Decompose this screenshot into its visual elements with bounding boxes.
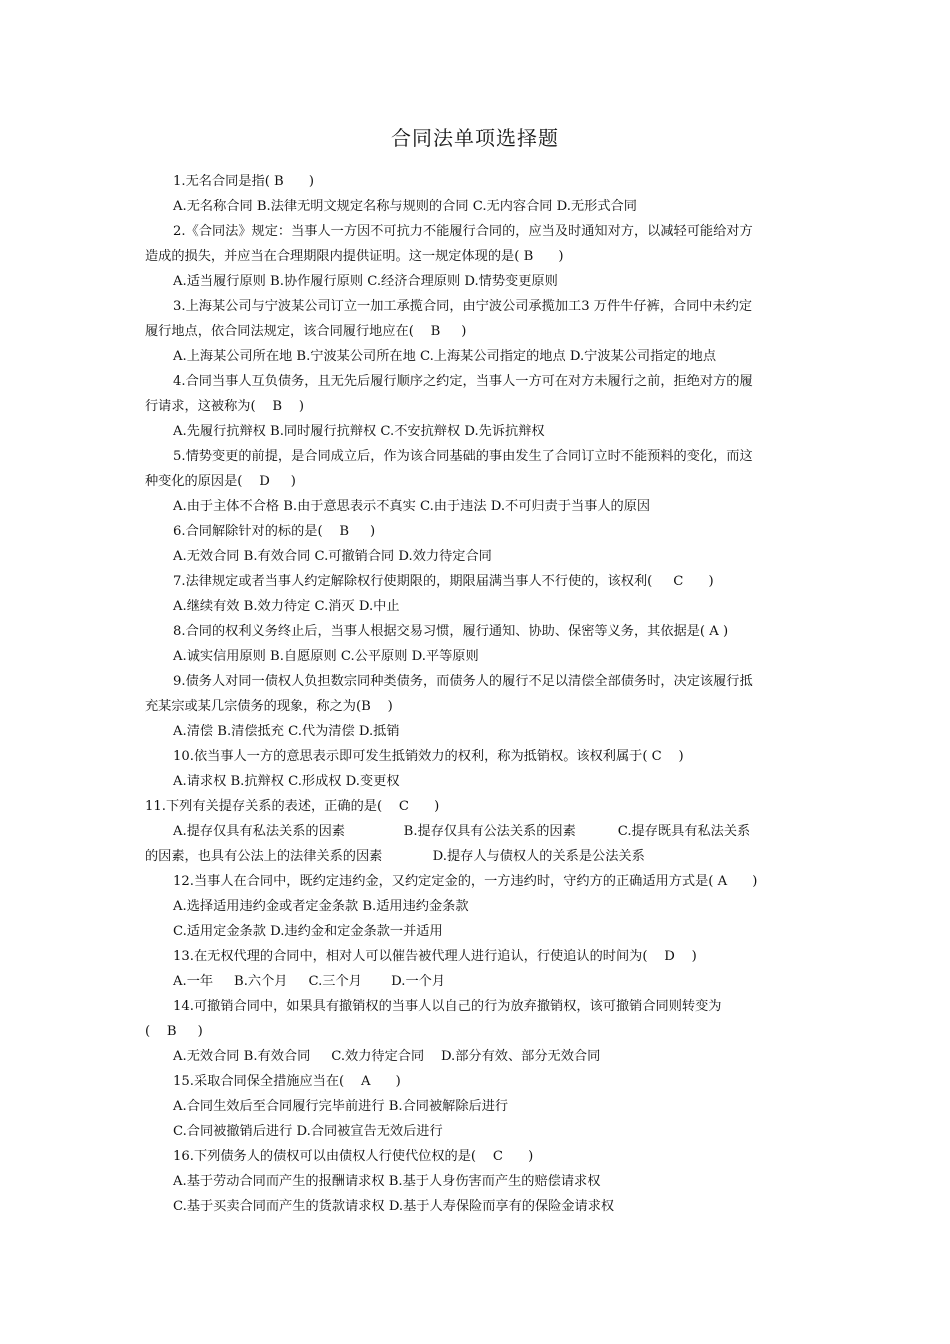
- text-line: 6.合同解除针对的标的是( B ): [173, 524, 376, 539]
- text-line: 12.当事人在合同中，既约定违约金，又约定定金的，一方违约时，守约方的正确适用方式是( A ): [173, 874, 758, 889]
- text-line: 7.法律规定或者当事人约定解除权行使期限的，期限届满当事人不行使的，该权利( C ): [173, 574, 714, 589]
- text-line: 10.依当事人一方的意思表示即可发生抵销效力的权利，称为抵销权。该权利属于( C ): [173, 749, 684, 764]
- text-line: C.基于买卖合同而产生的货款请求权 D.基于人寿保险而享有的保险金请求权: [173, 1199, 615, 1214]
- text-line: 种变化的原因是( D ): [145, 474, 296, 489]
- text-line: A.适当履行原则 B.协作履行原则 C.经济合理原则 D.情势变更原则: [173, 274, 558, 289]
- text-line: 履行地点，依合同法规定，该合同履行地应在( B ): [145, 324, 467, 339]
- text-line: 的因素，也具有公法上的法律关系的因素 D.提存人与债权人的关系是公法关系: [145, 849, 645, 864]
- text-line: 15.采取合同保全措施应当在( A ): [173, 1074, 401, 1089]
- text-line: 9.债务人对同一债权人负担数宗同种类债务，而债务人的履行不足以清偿全部债务时，决定该履行抵: [173, 674, 753, 689]
- text-line: A.清偿 B.清偿抵充 C.代为清偿 D.抵销: [173, 724, 400, 739]
- text-line: A.请求权 B.抗辩权 C.形成权 D.变更权: [173, 774, 400, 789]
- text-line: A.合同生效后至合同履行完毕前进行 B.合同被解除后进行: [173, 1099, 509, 1114]
- text-line: 4.合同当事人互负债务，且无先后履行顺序之约定，当事人一方可在对方未履行之前，拒绝对方的履: [173, 374, 753, 389]
- text-line: A.先履行抗辩权 B.同时履行抗辩权 C.不安抗辩权 D.先诉抗辩权: [173, 424, 545, 439]
- text-line: 11.下列有关提存关系的表述，正确的是( C ): [145, 799, 440, 814]
- text-line: A.诚实信用原则 B.自愿原则 C.公平原则 D.平等原则: [173, 649, 479, 664]
- text-line: A.由于主体不合格 B.由于意思表示不真实 C.由于违法 D.不可归责于当事人的原因: [173, 499, 651, 514]
- text-line: A.无效合同 B.有效合同 C.可撤销合同 D.效力待定合同: [173, 549, 492, 564]
- text-line: A.一年 B.六个月 C.三个月 D.一个月: [173, 974, 446, 989]
- text-line: 3.上海某公司与宁波某公司订立一加工承揽合同，由宁波公司承揽加工3 万件牛仔裤，合同中未约定: [173, 299, 753, 314]
- text-line: 行请求，这被称为( B ): [145, 399, 305, 414]
- text-line: C.适用定金条款 D.违约金和定金条款一并适用: [173, 924, 443, 939]
- text-line: 13.在无权代理的合同中，相对人可以催告被代理人进行追认，行使追认的时间为( D ): [173, 949, 697, 964]
- text-line: A.无名称合同 B.法律无明文规定名称与规则的合同 C.无内容合同 D.无形式合同: [173, 199, 637, 214]
- text-line: 14.可撤销合同中，如果具有撤销权的当事人以自己的行为放弃撤销权，该可撤销合同则转变为: [173, 999, 722, 1014]
- text-line: A.继续有效 B.效力待定 C.消灭 D.中止: [173, 599, 400, 614]
- text-line: C.合同被撤销后进行 D.合同被宣告无效后进行: [173, 1124, 443, 1139]
- text-line: A.无效合同 B.有效合同 C.效力待定合同 D.部分有效、部分无效合同: [173, 1049, 601, 1064]
- text-line: ( B ): [145, 1024, 203, 1039]
- text-line: 1.无名合同是指( B ): [173, 174, 315, 189]
- text-line: 5.情势变更的前提，是合同成立后，作为该合同基础的事由发生了合同订立时不能预料的变化，而这: [173, 449, 753, 464]
- text-line: 8.合同的权利义务终止后，当事人根据交易习惯，履行通知、协助、保密等义务，其依据是( A ): [173, 624, 729, 639]
- document-body: [145, 169, 815, 1219]
- text-line: 2.《合同法》规定：当事人一方因不可抗力不能履行合同的，应当及时通知对方，以减轻可能给对方: [173, 224, 753, 239]
- text-line: 充某宗或某几宗债务的现象，称之为(B ): [145, 699, 393, 714]
- text-line: A.基于劳动合同而产生的报酬请求权 B.基于人身伤害而产生的赔偿请求权: [173, 1174, 601, 1189]
- text-line: 造成的损失，并应当在合理期限内提供证明。这一规定体现的是( B ): [145, 249, 564, 264]
- text-line: A.选择适用违约金或者定金条款 B.适用违约金条款: [173, 899, 469, 914]
- text-line: 16.下列债务人的债权可以由债权人行使代位权的是( C ): [173, 1149, 534, 1164]
- text-line: A.提存仅具有私法关系的因素 B.提存仅具有公法关系的因素 C.提存既具有私法关系: [173, 824, 751, 839]
- document-title: 合同法单项选择题: [391, 126, 559, 150]
- text-line: A.上海某公司所在地 B.宁波某公司所在地 C.上海某公司指定的地点 D.宁波某公司指定的地点: [173, 349, 717, 364]
